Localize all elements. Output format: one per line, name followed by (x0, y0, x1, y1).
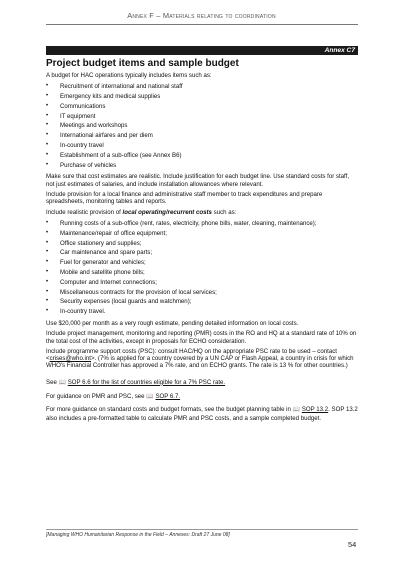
text-span: Include programme support costs (PSC): consult HAC/HQ on the appropriate PSC rate to be used – contact < (46, 347, 337, 363)
header-divider (46, 24, 358, 25)
text-span: . SOP 13.2 also includes a pre-formatted table to calculate PMR and PSC costs, and a sample completed budget. (46, 406, 358, 422)
email-link[interactable]: crises@who.int (49, 355, 91, 363)
list-item: • Miscellaneous contracts for the provision of local services; (46, 288, 358, 298)
list-item: • Computer and Internet connections; (46, 278, 358, 288)
pmr-paragraph: Include project management, monitoring and reporting (PMR) costs in the RO and HQ at a standard rate of 10% on the total cost of the activities, except in proposals for ECHO consideration. (46, 330, 357, 345)
list-item: • Meetings and workshops (46, 121, 358, 131)
list-item: • Running costs of a sub-office (rent, rates, electricity, phone bills, water, cleaning, maintenance); (46, 219, 358, 229)
list-item: • IT equipment (46, 112, 358, 122)
text-span: >. (7% is applied for a country covered by a UN CAP or Flash Appeal, a country in crisis for which WHO's Financial Controller has approved a 7% rate, and on ECHO grants. The rate is 13 % for other countries.) (46, 355, 354, 370)
text-span: For more guidance on standard costs and budget formats, see the budget planning table in (46, 406, 293, 414)
list-item: • Mobile and satellite phone bills; (46, 268, 358, 278)
list-item: • Fuel for generator and vehicles; (46, 258, 358, 268)
list-item: • In-country travel (46, 141, 358, 151)
rough-estimate-paragraph: Use $20,000 per month as a very rough estimate, pending detailed information on local costs. (46, 319, 299, 327)
page-content (46, 57, 358, 425)
list-item: • Maintenance/repair of office equipment; (46, 229, 358, 239)
provision-paragraph: Include provision for a local finance and administrative staff member to track expenditures and prepare spreadsheets, monitoring tables and reports. (46, 191, 323, 206)
page-title: Project budget items and sample budget (46, 58, 239, 69)
operating-costs-paragraph (46, 209, 358, 216)
budget-items-list (46, 82, 358, 170)
estimates-paragraph: Make sure that cost estimates are realistic. Include justification for each budget line. Use standard costs for staff, not just estimates of salaries, and include installation allowances where relevant. (46, 173, 350, 188)
list-item: • Purchase of vehicles (46, 161, 358, 171)
list-item: • Communications (46, 102, 358, 112)
list-item: • Office stationery and supplies; (46, 239, 358, 249)
footer-divider (46, 529, 358, 530)
footer-text: [Managing WHO Humanitarian Response in the Field – Annexes: Draft 27 June 08] (46, 532, 230, 538)
see-sop-line (46, 379, 358, 387)
text-span: See (46, 378, 59, 386)
book-icon: 📖 (146, 394, 154, 400)
text-span: such as: (211, 208, 237, 216)
sop-6-6-link[interactable]: SOP 6.6 for the list of countries eligible for a 7% PSC rate. (67, 378, 226, 386)
intro-paragraph: A budget for HAC operations typically includes items such as: (46, 72, 212, 79)
sop-6-7-link[interactable]: SOP 6.7. (155, 393, 181, 400)
book-icon: 📖 (58, 379, 67, 386)
list-item: • Car maintenance and spare parts; (46, 248, 358, 258)
list-item: • In-country travel. (46, 307, 358, 317)
page-number: 54 (348, 540, 357, 549)
running-header: Annex F – Materials relating to coordination (127, 11, 276, 20)
operating-costs-list (46, 219, 358, 317)
list-item: • Security expenses (local guards and watchmen); (46, 297, 358, 307)
guidance-line (46, 393, 358, 401)
text-span: For guidance on PMR and PSC, see (46, 393, 147, 400)
book-icon: 📖 (292, 407, 301, 414)
annex-label-bar: Annex C7 (46, 46, 358, 55)
sop-13-2-link[interactable]: SOP 13.2 (301, 406, 329, 414)
list-item: • Establishment of a sub-office (see Annex B6) (46, 151, 358, 161)
more-guidance-paragraph (46, 406, 358, 422)
list-item: • Recruitment of international and national staff (46, 82, 358, 92)
list-item: • International airfares and per diem (46, 131, 358, 141)
list-item: • Emergency kits and medical supplies (46, 92, 358, 102)
psc-paragraph (46, 348, 358, 370)
text-span: Include realistic provision of (46, 208, 123, 216)
emphasis-text: local operating/recurrent costs (122, 208, 212, 216)
